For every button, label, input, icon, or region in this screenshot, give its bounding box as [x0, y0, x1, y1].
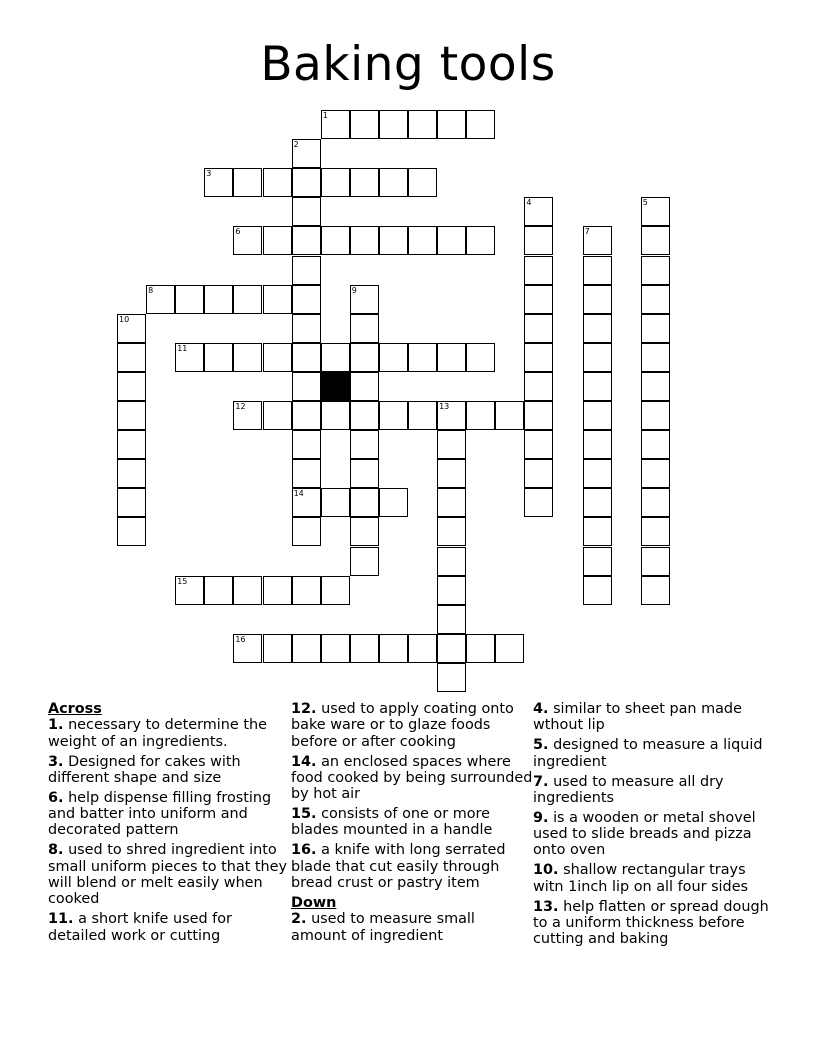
grid-cell[interactable]: [466, 401, 495, 430]
clue-column-2: [291, 701, 533, 948]
grid-cell[interactable]: [437, 430, 466, 459]
grid-cell[interactable]: [292, 517, 321, 546]
grid-cell[interactable]: [321, 343, 350, 372]
clue-across-1: [48, 717, 290, 750]
grid-cell[interactable]: [292, 197, 321, 226]
grid-cell[interactable]: [408, 634, 437, 663]
grid-cell[interactable]: [321, 634, 350, 663]
clue-number: 15.: [291, 806, 317, 823]
grid-cell[interactable]: [292, 139, 321, 168]
grid-cell[interactable]: [437, 634, 466, 663]
grid-cell[interactable]: [437, 488, 466, 517]
grid-cell[interactable]: [524, 488, 553, 517]
grid-cell[interactable]: [583, 372, 612, 401]
grid-cell[interactable]: [641, 430, 670, 459]
grid-cell[interactable]: [641, 372, 670, 401]
grid-cell[interactable]: [408, 401, 437, 430]
grid-cell[interactable]: [437, 343, 466, 372]
grid-cell[interactable]: [379, 343, 408, 372]
grid-cell[interactable]: [466, 110, 495, 139]
grid-cell[interactable]: [408, 110, 437, 139]
cell-number: 15: [177, 576, 188, 586]
grid-cell[interactable]: [350, 285, 379, 314]
grid-cell[interactable]: [437, 576, 466, 605]
grid-cell[interactable]: [350, 343, 379, 372]
grid-cell[interactable]: [641, 256, 670, 285]
grid-cell[interactable]: [263, 285, 292, 314]
cell-number: 7: [584, 227, 590, 237]
clue-number: 4.: [533, 701, 549, 717]
grid-cell[interactable]: [466, 343, 495, 372]
grid-cell[interactable]: [117, 314, 146, 343]
clue-number: 12.: [291, 701, 317, 717]
clue-number: 14.: [291, 753, 317, 770]
clue-down-5: [533, 737, 775, 770]
clue-across-16: [291, 842, 533, 891]
grid-cell[interactable]: [437, 459, 466, 488]
across-heading: Across: [48, 701, 102, 717]
grid-cell[interactable]: [233, 576, 262, 605]
grid-cell[interactable]: [641, 517, 670, 546]
clue-across-3: [48, 754, 290, 787]
grid-cell[interactable]: [437, 517, 466, 546]
clue-number: 9.: [533, 809, 549, 826]
grid-cell[interactable]: [524, 197, 553, 226]
cell-number: 3: [206, 169, 212, 179]
grid-cell[interactable]: [583, 226, 612, 255]
grid-cell[interactable]: [437, 663, 466, 692]
grid-cell[interactable]: [233, 343, 262, 372]
clue-across-8: [48, 842, 290, 907]
grid-cell[interactable]: [583, 547, 612, 576]
grid-cell[interactable]: [583, 488, 612, 517]
clue-number: 3.: [48, 753, 64, 770]
clue-number: 10.: [533, 862, 559, 879]
grid-cell[interactable]: [117, 517, 146, 546]
grid-cell[interactable]: [321, 226, 350, 255]
grid-cell[interactable]: [466, 634, 495, 663]
cell-number: 14: [293, 489, 304, 499]
grid-cell[interactable]: [437, 547, 466, 576]
grid-cell[interactable]: [233, 285, 262, 314]
clue-number: 13.: [533, 898, 559, 915]
grid-cell[interactable]: [641, 459, 670, 488]
grid-cell[interactable]: [641, 226, 670, 255]
cell-number: 4: [526, 198, 532, 208]
grid-cell[interactable]: [379, 401, 408, 430]
grid-cell[interactable]: [583, 343, 612, 372]
grid-cell[interactable]: [263, 343, 292, 372]
grid-cell[interactable]: [524, 459, 553, 488]
grid-cell[interactable]: [292, 256, 321, 285]
clue-down-7: [533, 774, 775, 807]
clue-across-11: [48, 911, 290, 944]
clue-down-13: [533, 899, 775, 948]
clue-text: used to measure small amount of ingredient: [291, 911, 475, 944]
grid-cell[interactable]: [379, 634, 408, 663]
clue-number: 6.: [48, 789, 64, 806]
clue-down-2: [291, 911, 533, 944]
clue-column-3: [533, 701, 775, 951]
grid-cell[interactable]: [233, 168, 262, 197]
grid-cell[interactable]: [495, 634, 524, 663]
clue-down-9: [533, 810, 775, 859]
grid-cell[interactable]: [321, 401, 350, 430]
clue-text: shallow rectangular trays witn 1inch lip on all four sides: [533, 862, 749, 895]
grid-cell[interactable]: [263, 634, 292, 663]
grid-cell[interactable]: [437, 605, 466, 634]
grid-cell[interactable]: [350, 314, 379, 343]
cell-number: 13: [439, 402, 450, 411]
grid-cell[interactable]: [408, 343, 437, 372]
grid-cell[interactable]: [641, 285, 670, 314]
clue-text: an enclosed spaces where food cooked by being surrounded by hot air: [291, 753, 533, 803]
cell-number: 11: [177, 343, 188, 353]
grid-cell[interactable]: [292, 401, 321, 430]
grid-cell[interactable]: [437, 110, 466, 139]
grid-cell[interactable]: [350, 459, 379, 488]
grid-cell[interactable]: [379, 110, 408, 139]
grid-cell[interactable]: [117, 430, 146, 459]
clue-down-4: [533, 701, 775, 734]
grid-cell[interactable]: [524, 285, 553, 314]
grid-cell[interactable]: [321, 110, 350, 139]
grid-cell[interactable]: [524, 314, 553, 343]
cell-number: 1: [322, 111, 328, 120]
down-heading: Down: [291, 895, 337, 912]
grid-cell[interactable]: [204, 343, 233, 372]
grid-cell[interactable]: [117, 401, 146, 430]
grid-cell[interactable]: [204, 285, 233, 314]
clue-down-10: [533, 862, 775, 895]
grid-cell[interactable]: [350, 517, 379, 546]
clue-text: a knife with long serrated blade that cut easily through bread crust or pastry item: [291, 842, 506, 892]
grid-cell[interactable]: [292, 314, 321, 343]
grid-cell[interactable]: [292, 343, 321, 372]
blocked-cell: [321, 372, 350, 401]
clue-text: is a wooden or metal shovel used to slide breads and pizza onto oven: [533, 809, 756, 859]
grid-cell[interactable]: [437, 401, 466, 430]
grid-cell[interactable]: [583, 314, 612, 343]
clue-column-1: [48, 701, 290, 948]
clue-text: a short knife used for detailed work or cutting: [48, 911, 232, 944]
grid-cell[interactable]: [350, 430, 379, 459]
grid-cell[interactable]: [408, 226, 437, 255]
puzzle-title: Baking tools: [260, 37, 556, 92]
grid-cell[interactable]: [117, 343, 146, 372]
grid-cell[interactable]: [524, 343, 553, 372]
grid-cell[interactable]: [641, 343, 670, 372]
grid-cell[interactable]: [321, 168, 350, 197]
grid-cell[interactable]: [583, 401, 612, 430]
clue-text: similar to sheet pan made wthout lip: [533, 701, 742, 734]
grid-cell[interactable]: [350, 634, 379, 663]
grid-cell[interactable]: [233, 401, 262, 430]
grid-cell[interactable]: [175, 285, 204, 314]
grid-cell[interactable]: [292, 430, 321, 459]
grid-cell[interactable]: [263, 168, 292, 197]
cell-number: 9: [351, 285, 357, 295]
clue-number: 8.: [48, 842, 64, 859]
grid-cell[interactable]: [292, 285, 321, 314]
clue-number: 5.: [533, 737, 549, 754]
grid-cell[interactable]: [263, 226, 292, 255]
grid-cell[interactable]: [437, 226, 466, 255]
grid-cell[interactable]: [583, 430, 612, 459]
grid-cell[interactable]: [117, 372, 146, 401]
clue-text: consists of one or more blades mounted in a handle: [291, 806, 493, 839]
clue-number: 11.: [48, 911, 74, 928]
grid-cell[interactable]: [641, 576, 670, 605]
clue-number: 2.: [291, 911, 307, 928]
grid-cell[interactable]: [350, 110, 379, 139]
grid-cell[interactable]: [350, 226, 379, 255]
grid-cell[interactable]: [495, 401, 524, 430]
grid-cell[interactable]: [321, 576, 350, 605]
grid-cell[interactable]: [583, 576, 612, 605]
grid-cell[interactable]: [379, 226, 408, 255]
grid-cell[interactable]: [175, 576, 204, 605]
grid-cell[interactable]: [524, 430, 553, 459]
clue-across-12: [291, 701, 533, 750]
cell-number: 16: [235, 634, 246, 644]
clue-text: necessary to determine the weight of an ingredients.: [48, 717, 267, 750]
grid-cell[interactable]: [350, 401, 379, 430]
grid-cell[interactable]: [583, 285, 612, 314]
clue-text: used to shred ingredient into small uniform pieces to that they will blend or melt easily when cooked: [48, 842, 288, 908]
grid-cell[interactable]: [204, 576, 233, 605]
grid-cell[interactable]: [641, 401, 670, 430]
cell-number: 12: [235, 402, 246, 411]
grid-cell[interactable]: [292, 372, 321, 401]
grid-cell[interactable]: [583, 517, 612, 546]
grid-cell[interactable]: [524, 401, 553, 430]
grid-cell[interactable]: [379, 168, 408, 197]
grid-cell[interactable]: [408, 168, 437, 197]
grid-cell[interactable]: [292, 226, 321, 255]
grid-cell[interactable]: [146, 285, 175, 314]
grid-cell[interactable]: [641, 197, 670, 226]
cell-number: 6: [235, 227, 241, 237]
grid-cell[interactable]: [233, 226, 262, 255]
grid-cell[interactable]: [233, 634, 262, 663]
grid-cell[interactable]: [466, 226, 495, 255]
clue-across-14: [291, 754, 533, 803]
grid-cell[interactable]: [117, 459, 146, 488]
clue-text: designed to measure a liquid ingredient: [533, 737, 763, 770]
grid-cell[interactable]: [117, 488, 146, 517]
clue-number: 16.: [291, 842, 317, 859]
cell-number: 10: [119, 314, 130, 324]
grid-cell[interactable]: [524, 226, 553, 255]
grid-cell[interactable]: [350, 168, 379, 197]
grid-cell[interactable]: [641, 547, 670, 576]
clue-across-15: [291, 806, 533, 839]
grid-cell[interactable]: [263, 401, 292, 430]
grid-cell[interactable]: [292, 459, 321, 488]
grid-cell[interactable]: [292, 168, 321, 197]
grid-cell[interactable]: [263, 576, 292, 605]
cell-number: 8: [148, 285, 154, 295]
cell-number: 5: [642, 198, 648, 208]
grid-cell[interactable]: [292, 634, 321, 663]
grid-cell[interactable]: [350, 488, 379, 517]
grid-cell[interactable]: [321, 488, 350, 517]
grid-cell[interactable]: [524, 372, 553, 401]
grid-cell[interactable]: [379, 488, 408, 517]
grid-cell[interactable]: [204, 168, 233, 197]
grid-cell[interactable]: [641, 488, 670, 517]
grid-cell[interactable]: [292, 488, 321, 517]
grid-cell[interactable]: [583, 459, 612, 488]
grid-cell[interactable]: [175, 343, 204, 372]
grid-cell[interactable]: [524, 256, 553, 285]
clue-text: Designed for cakes with different shape and size: [48, 753, 241, 786]
clue-number: 7.: [533, 773, 549, 790]
cell-number: 2: [293, 140, 299, 150]
clue-text: used to measure all dry ingredients: [533, 773, 724, 806]
grid-cell[interactable]: [292, 576, 321, 605]
clue-text: help dispense filling frosting and batter into uniform and decorated pattern: [48, 789, 272, 839]
clue-number: 1.: [48, 717, 64, 734]
clue-text: help flatten or spread dough to a uniform thickness before cutting and baking: [533, 898, 769, 948]
grid-cell[interactable]: [350, 372, 379, 401]
grid-cell[interactable]: [350, 547, 379, 576]
grid-cell[interactable]: [583, 256, 612, 285]
clue-across-6: [48, 790, 290, 839]
grid-cell[interactable]: [641, 314, 670, 343]
clue-text: used to apply coating onto bake ware or to glaze foods before or after cooking: [291, 701, 514, 750]
